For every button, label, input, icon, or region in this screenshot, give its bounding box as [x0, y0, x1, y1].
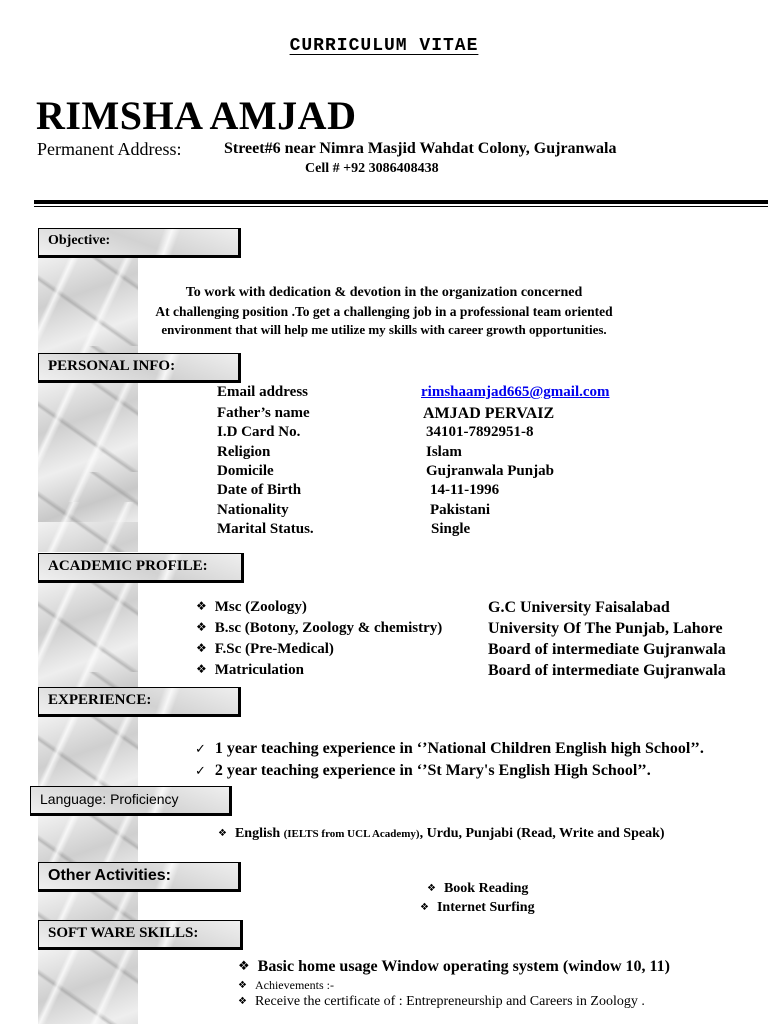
- diamond-bullet-icon: ❖: [196, 662, 207, 676]
- academic-row: [196, 662, 756, 683]
- academic-row: [196, 599, 756, 620]
- degree: Matriculation: [214, 662, 304, 678]
- software-skills-heading: SOFT WARE SKILLS:: [38, 920, 243, 950]
- degree: F.Sc (Pre-Medical): [214, 641, 334, 657]
- info-row-email: [217, 384, 717, 403]
- diamond-bullet-icon: ❖: [238, 996, 247, 1007]
- marble-strip-software: [38, 950, 138, 1024]
- objective-line-2: At challenging position .To get a challenging job in a professional team oriented: [155, 304, 613, 319]
- cell-number: Cell # +92 3086408438: [305, 161, 439, 176]
- other-activities-heading: Other Activities:: [38, 862, 241, 892]
- experience-heading: EXPERIENCE:: [38, 687, 241, 717]
- info-value: Single: [431, 521, 471, 537]
- diamond-bullet-icon: ❖: [420, 902, 429, 913]
- academic-row: [196, 641, 756, 662]
- info-row-marital: [217, 521, 717, 540]
- info-row-religion: [217, 444, 717, 463]
- header-divider-thin: [34, 206, 768, 207]
- marble-strip-experience: [38, 716, 138, 788]
- language-line: ❖ English (IELTS from UCL Academy), Urdu, Punjabi (Read, Write and Speak): [218, 826, 665, 841]
- activity-item: ❖ Internet Surfing: [420, 900, 535, 915]
- academic-profile-heading: ACADEMIC PROFILE:: [38, 553, 244, 583]
- diamond-bullet-icon: ❖: [218, 828, 227, 839]
- checkmark-icon: ✓: [195, 742, 206, 757]
- document-title: CURRICULUM VITAE: [289, 36, 479, 56]
- academic-row: [196, 620, 756, 641]
- header-divider-thick: [34, 200, 768, 204]
- institution: Board of intermediate Gujranwala: [488, 641, 726, 658]
- marble-strip-activities: [38, 892, 138, 920]
- objective-heading: Objective:: [38, 228, 241, 258]
- personal-info-heading: PERSONAL INFO:: [38, 353, 241, 383]
- candidate-name: RIMSHA AMJAD: [36, 93, 357, 138]
- degree: Msc (Zoology): [214, 599, 307, 615]
- diamond-bullet-icon: ❖: [427, 883, 436, 894]
- experience-item: ✓ 2 year teaching experience in ‘’St Mary's English High School’’.: [195, 762, 651, 779]
- info-row-idcard: [217, 424, 717, 443]
- institution: G.C University Faisalabad: [488, 599, 670, 616]
- info-row-father: [217, 405, 717, 424]
- email-link[interactable]: rimshaamjad665@gmail.com: [421, 384, 610, 400]
- marble-strip-personal: [38, 382, 138, 552]
- checkmark-icon: ✓: [195, 764, 206, 779]
- degree: B.sc (Botony, Zoology & chemistry): [214, 620, 443, 636]
- info-value: Pakistani: [430, 502, 491, 518]
- info-value: AMJAD PERVAIZ: [423, 405, 555, 422]
- diamond-bullet-icon: ❖: [238, 980, 247, 991]
- info-label: Nationality: [217, 502, 289, 518]
- address-value: Street#6 near Nimra Masjid Wahdat Colony, Gujranwala: [224, 140, 617, 157]
- language-heading: Language: Proficiency: [30, 786, 232, 816]
- info-label: Email address: [217, 384, 308, 400]
- institution: Board of intermediate Gujranwala: [488, 662, 726, 679]
- diamond-bullet-icon: ❖: [238, 959, 250, 974]
- info-label: I.D Card No.: [217, 424, 301, 440]
- info-value: Islam: [426, 444, 462, 460]
- experience-item: ✓ 1 year teaching experience in ‘’National Children English high School’’.: [195, 740, 704, 757]
- info-row-dob: [217, 482, 717, 501]
- info-label: Father’s name: [217, 405, 310, 421]
- info-label: Domicile: [217, 463, 274, 479]
- objective-line-3: environment that will help me utilize my skills with career growth opportunities.: [161, 322, 607, 337]
- info-row-nationality: [217, 502, 717, 521]
- info-label: Religion: [217, 444, 271, 460]
- marble-strip-academic: [38, 582, 138, 688]
- info-value: 14-11-1996: [430, 482, 500, 498]
- achievement-item: ❖ Receive the certificate of : Entrepreneurship and Careers in Zoology .: [238, 994, 645, 1009]
- diamond-bullet-icon: ❖: [196, 641, 207, 655]
- marble-strip-language: [38, 816, 138, 862]
- software-item: ❖ Basic home usage Window operating system (window 10, 11): [238, 958, 670, 975]
- institution: University Of The Punjab, Lahore: [488, 620, 723, 637]
- diamond-bullet-icon: ❖: [196, 620, 207, 634]
- info-value: Gujranwala Punjab: [426, 463, 554, 479]
- info-row-domicile: [217, 463, 717, 482]
- diamond-bullet-icon: ❖: [196, 599, 207, 613]
- address-label: Permanent Address:: [37, 139, 182, 159]
- objective-line-1: To work with dedication & devotion in the organization concerned: [185, 285, 583, 300]
- info-label: Marital Status.: [217, 521, 314, 537]
- info-value: 34101-7892951-8: [426, 424, 534, 440]
- activity-item: ❖ Book Reading: [427, 881, 529, 896]
- achievements-label: ❖ Achievements :-: [238, 978, 334, 992]
- info-label: Date of Birth: [217, 482, 302, 498]
